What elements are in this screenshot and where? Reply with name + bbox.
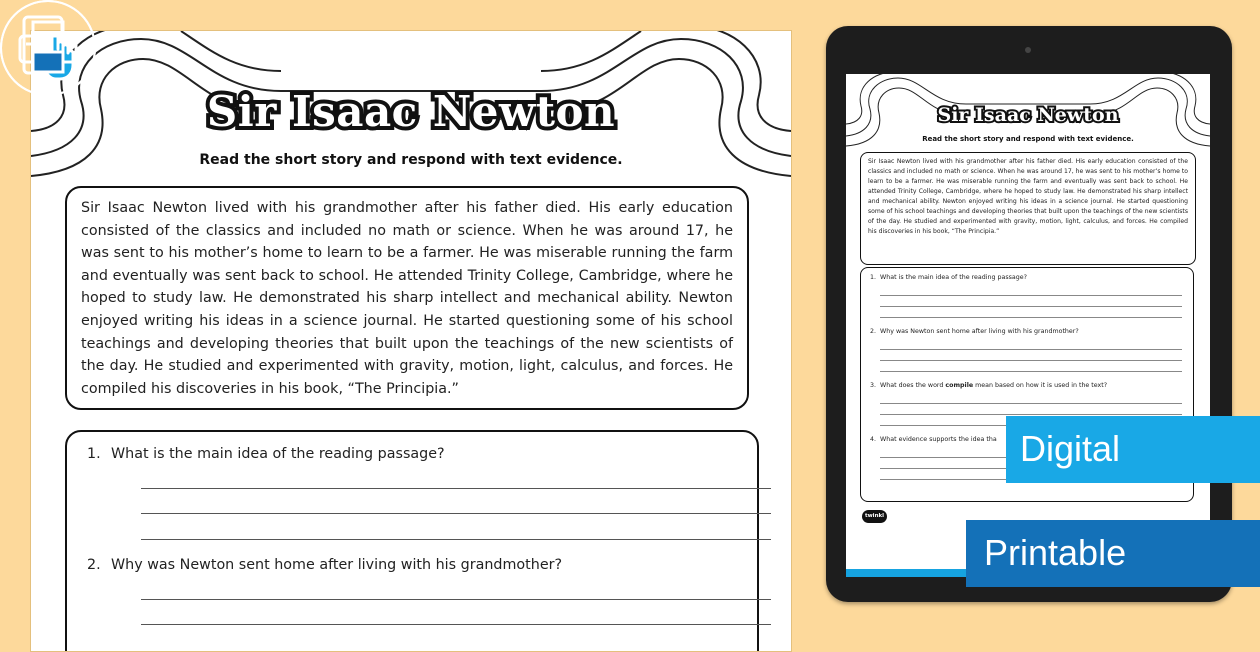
question-2 — [87, 557, 562, 573]
tablet-answer-line[interactable] — [880, 306, 1182, 307]
twinkl-logo: twinkl — [862, 510, 887, 523]
tablet-question-2 — [870, 328, 1079, 335]
reading-passage: Sir Isaac Newton lived with his grandmother after his father died. His early education consisted of the classics and included no math or science. When he was around 17, he was sent to his mother’s home to learn to be a farmer. He was miserable running the farm and eventually was sent back to school. He attended Trinity College, Cambridge, where he hoped to study law. He demonstrated his sharp intellect and mechanical ability. Newton enjoyed writing his ideas in a science journal. He started questioning some of his school teachings and developing theories that built upon the teachings of the new scientists of the day. He studied and experimented with gravity, motion, light, calculus, and forces. He compiled his discoveries in his book, “The Principia.” — [65, 186, 749, 410]
tablet-answer-line[interactable] — [880, 317, 1182, 318]
tablet-question-1 — [870, 274, 1027, 281]
tablet-page-title: Sir Isaac Newton — [937, 104, 1119, 126]
question-number: 1. — [870, 274, 877, 281]
tablet-screen — [846, 74, 1210, 577]
question-text: Why was Newton sent home after living with his grandmother? — [111, 557, 563, 573]
answer-line[interactable] — [141, 488, 771, 489]
tablet-instructions: Read the short story and respond with text evidence. — [922, 135, 1134, 143]
question-keyword: compile — [945, 382, 974, 389]
answer-line[interactable] — [141, 624, 771, 625]
question-1 — [87, 446, 445, 462]
question-number: 4. — [870, 436, 877, 443]
tablet-answer-line[interactable] — [880, 349, 1182, 350]
tablet-answer-line[interactable] — [880, 403, 1182, 404]
question-text: What is the main idea of the reading passage? — [880, 274, 1027, 281]
camera-dot — [1025, 47, 1031, 53]
question-text: Why was Newton sent home after living with his grandmother? — [880, 328, 1079, 335]
instructions: Read the short story and respond with text evidence. — [199, 152, 623, 168]
question-text: What evidence supports the idea tha — [880, 436, 997, 443]
question-number: 3. — [870, 382, 877, 389]
question-number: 2. — [870, 328, 877, 335]
answer-line[interactable] — [141, 539, 771, 540]
answer-line[interactable] — [141, 513, 771, 514]
printable-badge — [966, 520, 1260, 587]
question-text-start: What does the word — [880, 382, 946, 389]
answer-line[interactable] — [141, 599, 771, 600]
printable-label: Printable — [984, 532, 1127, 573]
tablet-answer-line[interactable] — [880, 295, 1182, 296]
questions-box — [65, 430, 759, 652]
question-text-end: mean based on how it is used in the text? — [973, 382, 1108, 389]
tablet-answer-line[interactable] — [880, 371, 1182, 372]
tablet-device — [826, 26, 1232, 602]
tablet-answer-line[interactable] — [880, 414, 1182, 415]
page-title: Sir Isaac Newton — [206, 87, 616, 136]
tablet-reading-passage: Sir Isaac Newton lived with his grandmother after his father died. His early education consisted of the classics and included no math or science. When he was around 17, he was sent to his mother’s home to learn to be a farmer. He was miserable running the farm and eventually was sent back to school. He attended Trinity College, Cambridge, where he hoped to study law. He demonstrated his sharp intellect and mechanical ability. Newton enjoyed writing his ideas in a science journal. He started questioning some of his school teachings and developing theories that built upon the teachings of the new scientists of the day. He studied and experimented with gravity, motion, light, calculus, and forces. He compiled his discoveries in his book, “The Principia.” — [860, 152, 1196, 265]
printer-icon — [0, 0, 96, 96]
worksheet-page — [30, 30, 792, 652]
question-number: 2. — [87, 557, 101, 573]
tablet-answer-line[interactable] — [880, 360, 1182, 361]
tablet-question-3 — [870, 382, 1107, 389]
digital-label: Digital — [1020, 428, 1121, 469]
digital-badge — [1006, 416, 1260, 483]
tablet-question-4 — [870, 436, 997, 443]
question-text: What is the main idea of the reading passage? — [111, 446, 445, 462]
question-number: 1. — [87, 446, 101, 462]
